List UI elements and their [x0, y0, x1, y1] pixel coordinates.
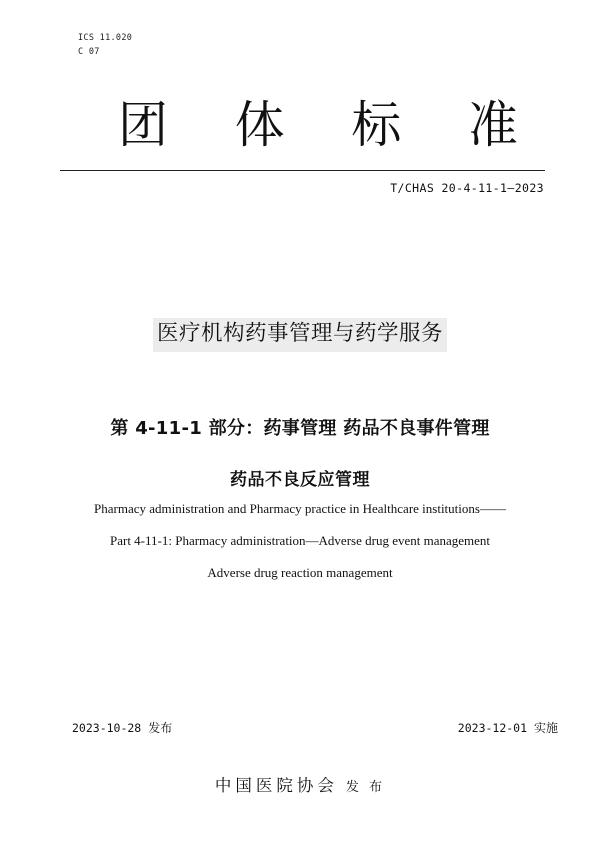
title-char-4: 准 [467, 96, 518, 154]
publish-date-value: 2023-10-28 [72, 721, 142, 735]
part-title: 第 4-11-1 部分：药事管理 药品不良事件管理 [110, 418, 490, 439]
publish-date [72, 719, 172, 736]
english-title-line-3: Adverse drug reaction management [207, 565, 393, 580]
main-title-text: 医疗机构药事管理与药学服务 [153, 318, 447, 352]
title-char-2: 体 [234, 96, 285, 154]
issuer-org: 中国医院协会 [214, 776, 338, 795]
implement-date-value: 2023-12-01 [457, 721, 528, 735]
ccs-code: C 07 [78, 47, 100, 57]
issuer [0, 772, 600, 796]
implement-date [458, 719, 558, 736]
header-divider [60, 170, 545, 171]
title-char-1: 团 [118, 96, 168, 154]
english-title-line-2: Part 4-11-1: Pharmacy administration—Adverse drug event management [109, 533, 491, 548]
title-char-3: 标 [351, 96, 402, 154]
issuer-action: 发 布 [345, 780, 386, 795]
implement-label: 实施 [533, 721, 558, 735]
standard-number: T/CHAS 20-4-11-1—2023 [390, 181, 544, 195]
main-title [0, 318, 600, 352]
publish-label: 发布 [148, 721, 173, 735]
ics-code: ICS 11.020 [78, 33, 133, 43]
english-title-line-1: Pharmacy administration and Pharmacy practice in Healthcare institutions—— [94, 501, 506, 516]
document-type-title [118, 95, 518, 155]
sub-title: 药品不良反应管理 [230, 470, 370, 490]
